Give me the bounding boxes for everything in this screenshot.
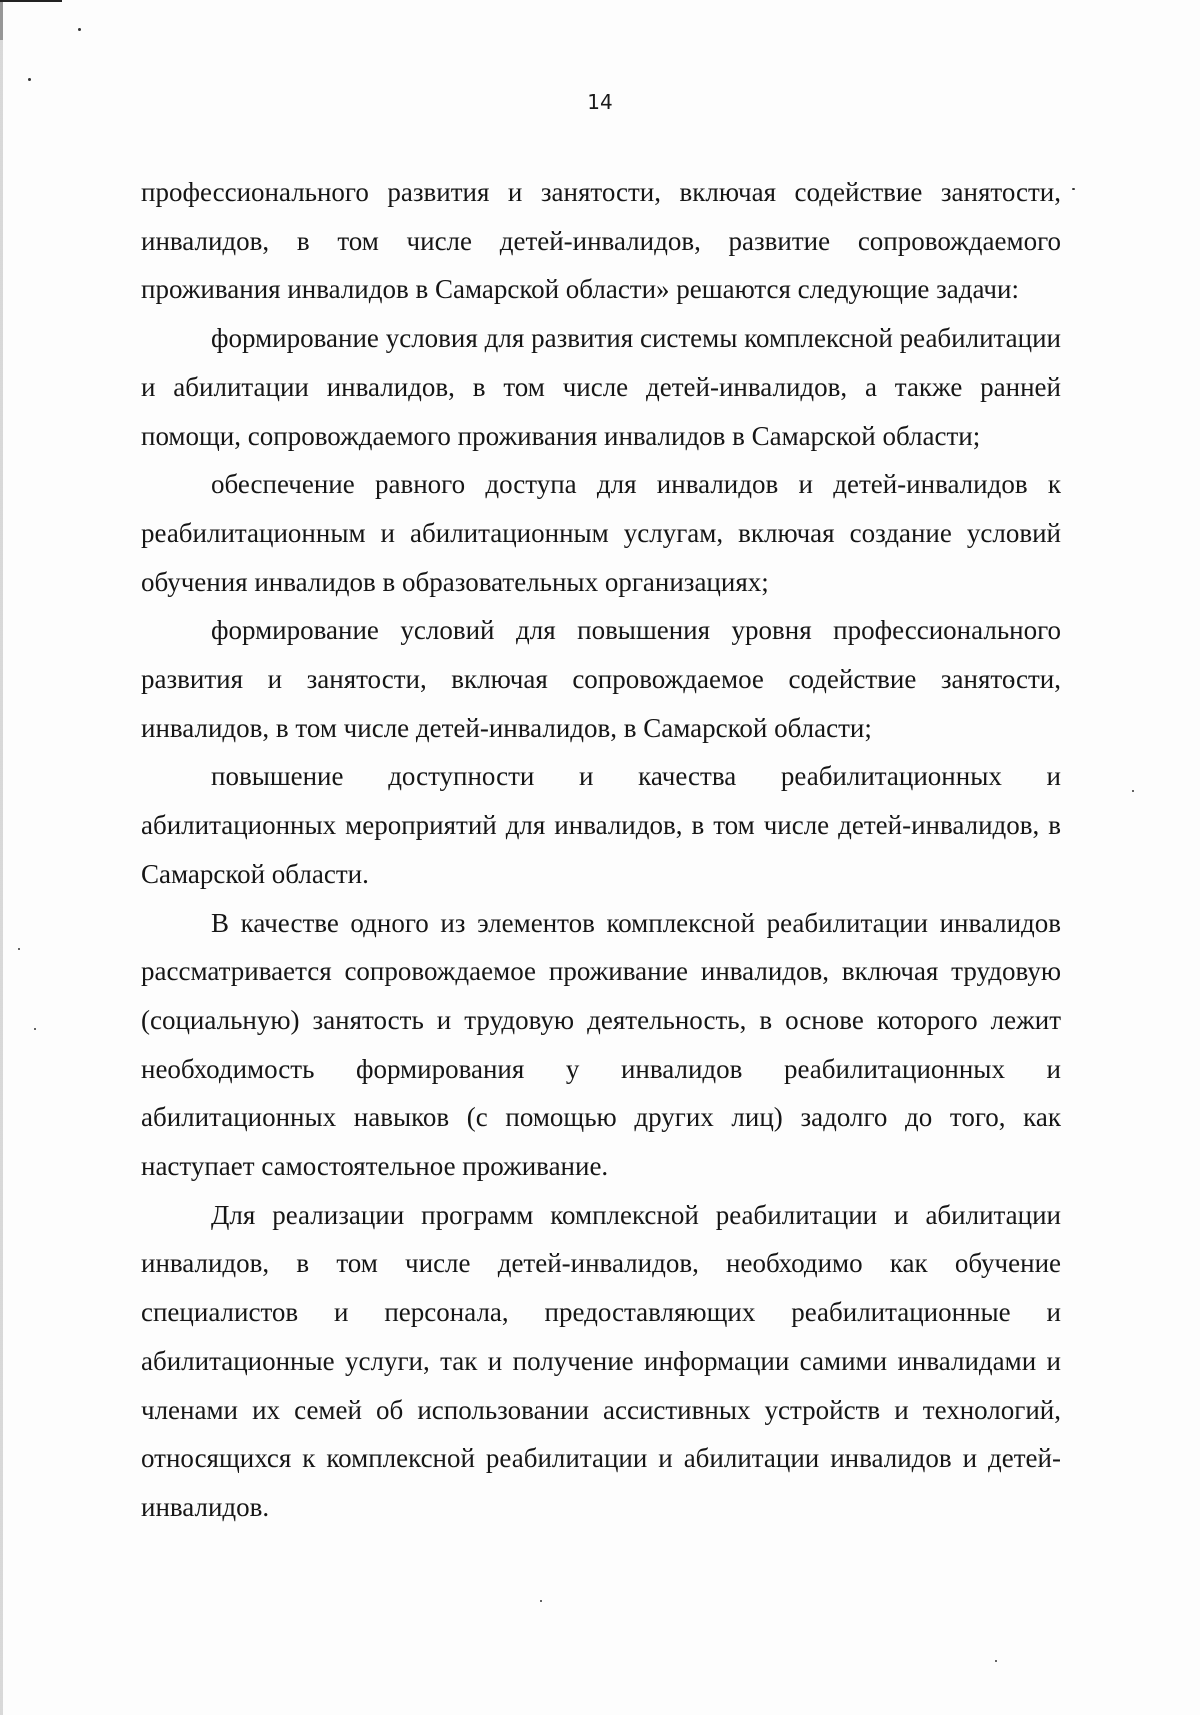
scan-speck [1132,790,1134,792]
paragraph-task-1: формирование условия для развития системы комплексной реабилитации и абилитации инвалидов, в том числе детей-инвалидов, а также ранней помощи, сопровождаемого проживания инвалидов в Самарской области; [141,323,1061,451]
paragraph-task-4: повышение доступности и качества реабилитационных и абилитационных мероприятий для инвалидов, в том числе детей-инвалидов, в Самарской области. [141,761,1061,889]
paragraph-task-3: формирование условий для повышения уровня профессионального развития и занятости, включая сопровождаемое содействие занятости, инвалидов, в том числе детей-инвалидов, в Самарской области; [141,615,1061,743]
scan-speck [1072,188,1075,190]
scan-left-edge [0,0,3,1715]
scan-speck [78,28,81,31]
paragraph-programs: Для реализации программ комплексной реабилитации и абилитации инвалидов, в том числе детей-инвалидов, необходимо как обучение специалистов и персонала, предоставляющих реабилитационные и абилитационные услуги, так и получение информации самими инвалидами и членами их семей об использовании ассистивных устройств и технологий, относящихся к комплексной реабилитации и абилитации инвалидов и детей-инвалидов. [141,1199,1061,1522]
paragraph-supported-living: В качестве одного из элементов комплексной реабилитации инвалидов рассматривается сопровождаемое проживание инвалидов, включая трудовую (социальную) занятость и трудовую деятельность, в основе которого лежит необходимость формирования у инвалидов реабилитационных и абилитационных навыков (с помощью других лиц) задолго до того, как наступает самостоятельное проживание. [141,907,1061,1182]
scan-speck [28,78,31,81]
scan-speck [34,1028,36,1030]
document-body [141,168,1061,1532]
paragraph-task-2: обеспечение равного доступа для инвалидов и детей-инвалидов к реабилитационным и абилитационным услугам, включая создание условий обучения инвалидов в образовательных организациях; [141,469,1061,597]
scan-speck [540,1600,542,1602]
page-number: 14 [587,90,613,114]
scan-speck [18,948,20,950]
scan-speck [995,1660,997,1662]
scan-corner-mark [0,0,62,2]
paragraph-continuation: профессионального развития и занятости, включая содействие занятости, инвалидов, в том числе детей-инвалидов, развитие сопровождаемого проживания инвалидов в Самарской области» решаются следующие задачи: [141,177,1061,305]
